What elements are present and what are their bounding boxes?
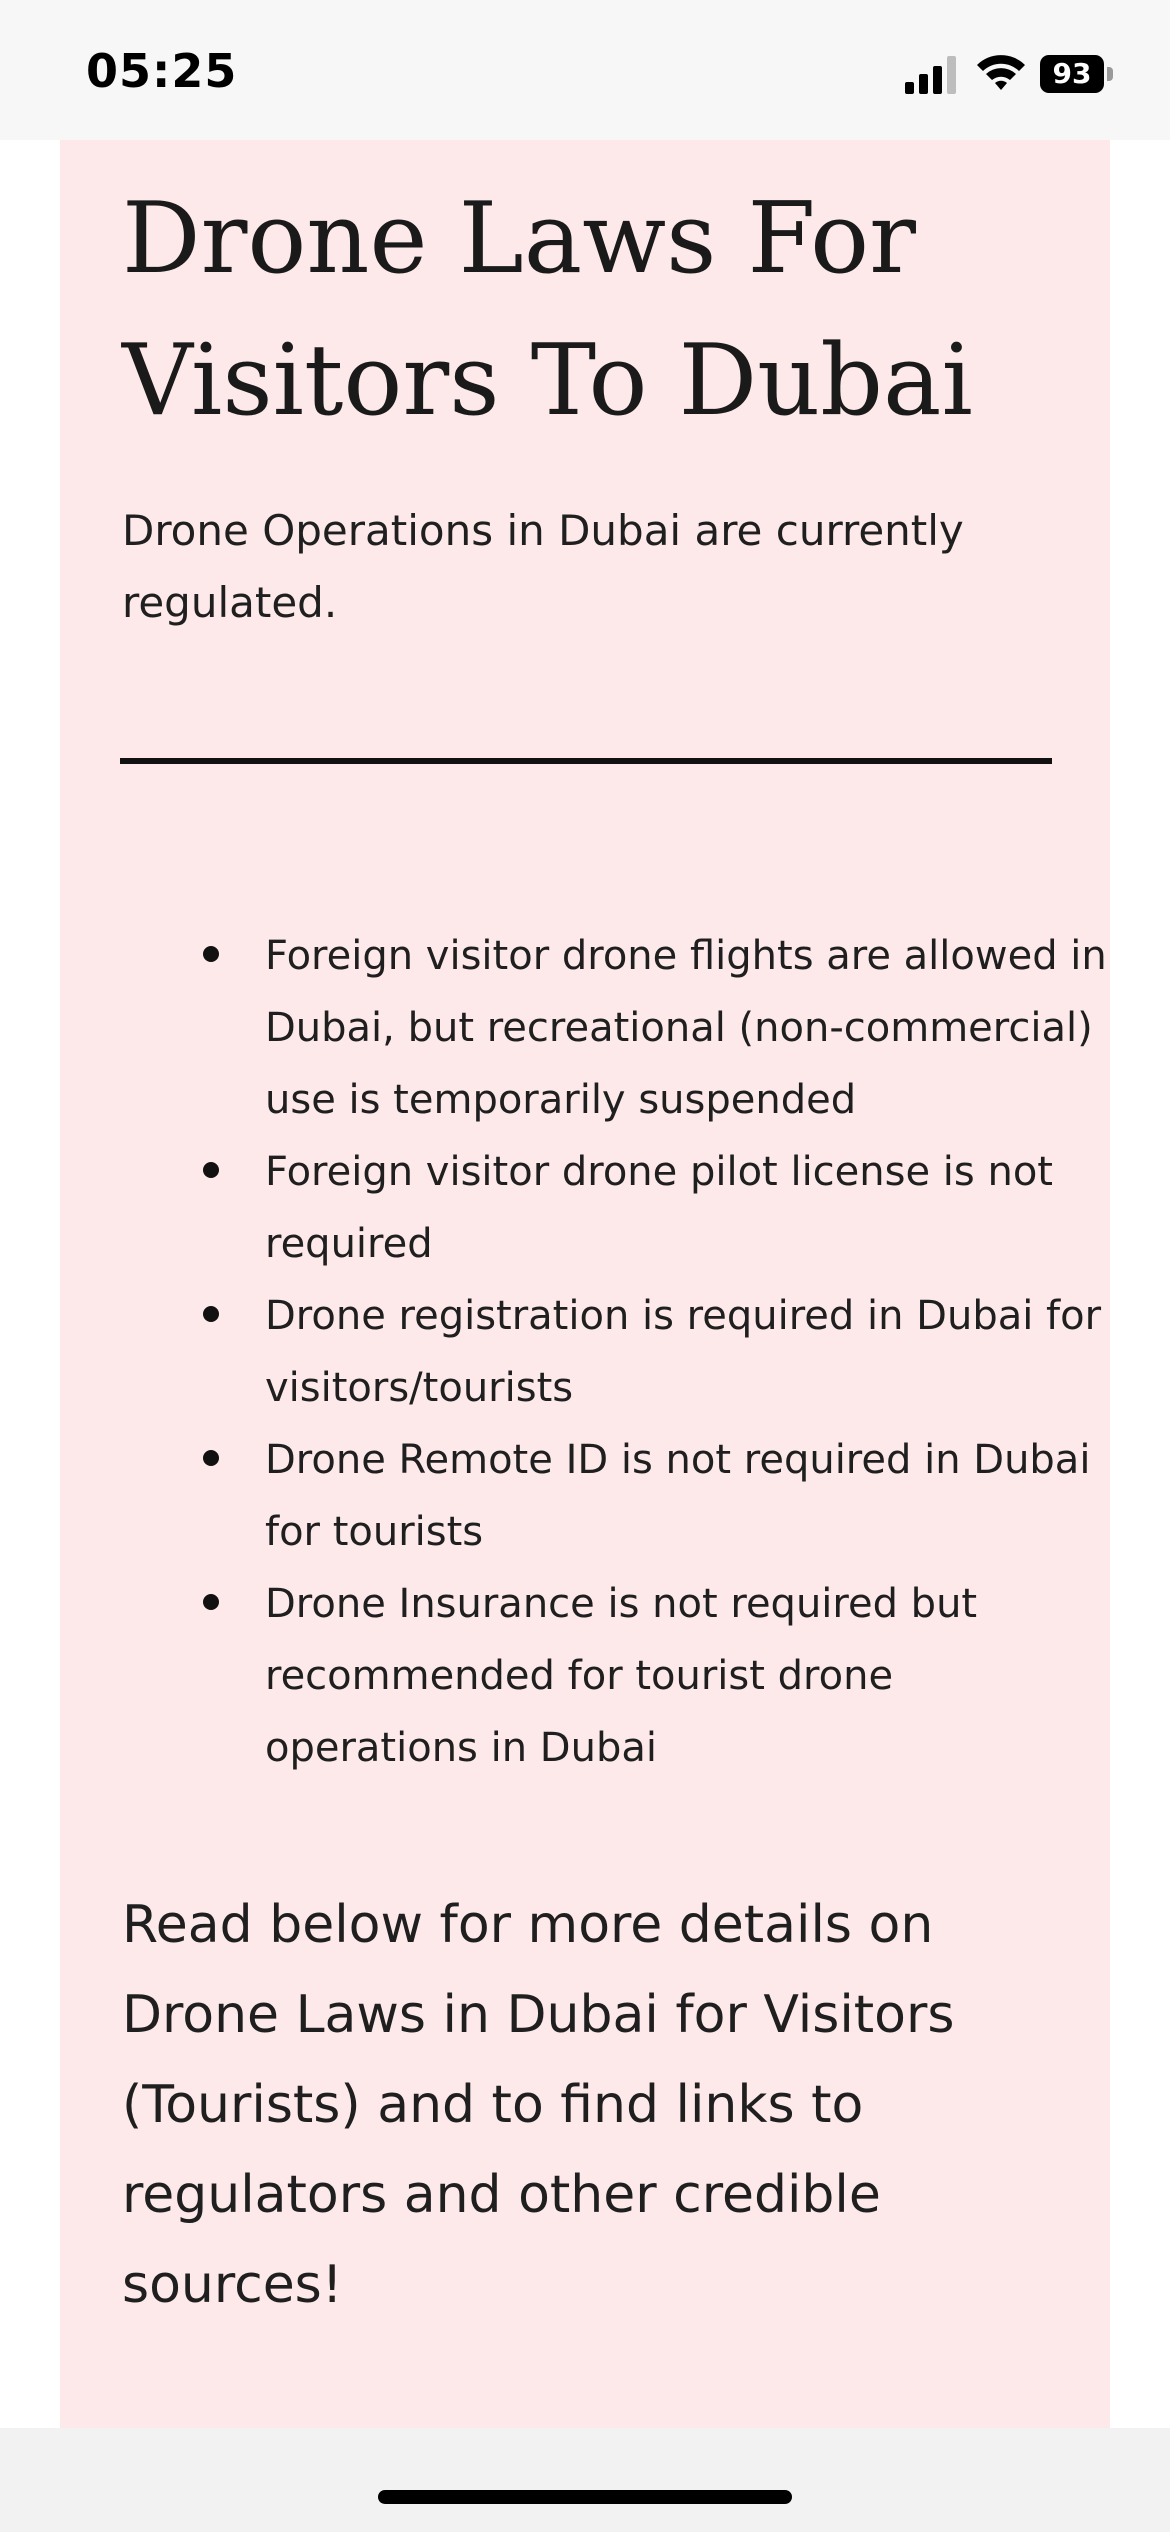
list-item-text: Drone registration is required in Dubai for visitors/tourists <box>265 1293 1102 1411</box>
signal-icon <box>905 56 957 94</box>
outro-text: Read below for more details on Drone Laws in Dubai for Visitors (Tourists) and to find links to regulators and other credible sources! <box>122 1895 955 2315</box>
status-time: 05:25 <box>86 44 238 98</box>
list-item <box>265 1136 1115 1280</box>
list-item <box>265 1280 1115 1424</box>
status-bar <box>0 0 1170 140</box>
bottom-bar <box>0 2428 1170 2532</box>
article-card <box>60 140 1110 2428</box>
bullet-icon <box>203 1450 219 1466</box>
bullet-icon <box>203 946 219 962</box>
list-item-text: Drone Insurance is not required but recommended for tourist drone operations in Dubai <box>265 1581 978 1771</box>
list-item-text: Foreign visitor drone flights are allowed in Dubai, but recreational (non-commercial) use is temporarily suspended <box>265 933 1107 1123</box>
list-item <box>265 1424 1115 1568</box>
list-item <box>265 1568 1115 1784</box>
summary-list <box>265 920 1115 1784</box>
bullet-icon <box>203 1594 219 1610</box>
list-item-text: Drone Remote ID is not required in Dubai for tourists <box>265 1437 1091 1555</box>
battery-icon <box>1040 55 1114 93</box>
bullet-icon <box>203 1306 219 1322</box>
battery-level: 93 <box>1040 55 1104 93</box>
list-item <box>265 920 1115 1136</box>
page-title: Drone Laws For Visitors To Dubai <box>122 182 973 438</box>
list-item-text: Foreign visitor drone pilot license is not required <box>265 1149 1053 1267</box>
battery-tip <box>1107 67 1113 81</box>
bullet-icon <box>203 1162 219 1178</box>
home-indicator[interactable] <box>378 2490 792 2504</box>
wifi-icon <box>975 52 1027 92</box>
intro-text: Drone Operations in Dubai are currently regulated. <box>122 506 964 627</box>
divider <box>120 758 1052 764</box>
